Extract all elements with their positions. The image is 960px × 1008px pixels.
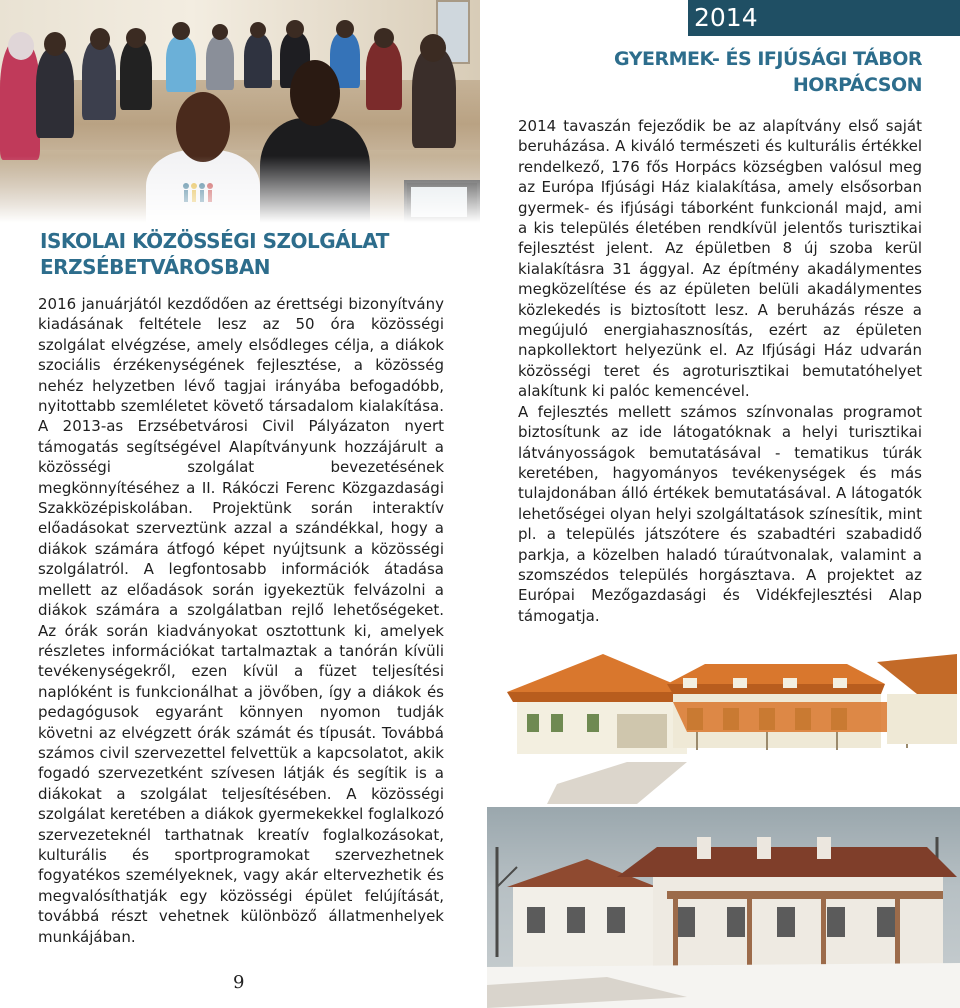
student-figure: [36, 48, 74, 138]
right-title-line1: GYERMEK- ÉS IFJÚSÁGI TÁBOR: [614, 48, 922, 70]
presenter-head: [290, 60, 340, 126]
left-title-line1: ISKOLAI KÖZÖSSÉGI SZOLGÁLAT: [40, 229, 389, 253]
right-article-title: [520, 46, 922, 98]
student-head: [250, 22, 266, 38]
student-head: [8, 32, 34, 60]
right-title-line2: HORPÁCSON: [792, 74, 922, 96]
right-article-body: [518, 116, 922, 626]
student-figure: [366, 40, 402, 110]
student-head: [90, 28, 110, 50]
house-photo: [487, 807, 960, 1008]
photo-fade: [0, 156, 480, 226]
student-head: [126, 28, 146, 48]
presenter-head: [176, 92, 230, 162]
page-number: 9: [233, 972, 245, 993]
student-figure: [166, 36, 196, 92]
left-article-title: [40, 228, 460, 280]
building-render-drawing: [487, 634, 960, 804]
left-title-line2: ERZSÉBETVÁROSBAN: [40, 255, 271, 279]
house-photo-drawing: [487, 807, 960, 1008]
year-badge: 2014: [688, 0, 960, 36]
student-head: [336, 20, 354, 38]
student-figure: [244, 34, 272, 88]
student-head: [172, 22, 190, 40]
student-figure: [412, 48, 456, 148]
student-figure: [82, 40, 116, 120]
student-head: [374, 28, 394, 48]
student-figure: [206, 36, 234, 90]
classroom-photo: [0, 0, 480, 226]
building-render: [487, 634, 960, 804]
right-body-paragraph-2: A fejlesztés mellett számos színvonalas programot biztosítunk az ide látogatóknak a helyi turisztikai látványosságok bemutatásával - tematikus túrák keretében, hagyományos tevékenységek és más tulajdonában álló értékek bemutatásával. A látogatók lehetőségei olyan helyi szolgáltatások színesítik, mint pl. a település játszótere és szabadtéri szabadidő parkja, a közelben haladó túraútvonalak, valamint a szomszédos település horgásztava. A projektet az Európai Mezőgazdasági és Vidékfejlesztési Alap támogatja.: [518, 402, 922, 625]
left-article-body: 2016 januárjától kezdődően az érettségi bizonyítvány kiadásának feltétele lesz az 50 óra közösségi szolgálat elvégzése, amely elsődleges célja, a diákok szociális érzékenységének fejlesztése, a közösség nehéz helyzetben lévő tagjai irányába befogadóbb, nyitottabb szemléletet követő társadalom kialakítása. A 2013-as Erzsébetvárosi Civil Pályázaton nyert támogatás segítségével Alapítványunk hozzájárult a közösségi szolgálat bevezetésének megkönnyítéséhez a II. Rákóczi Ferenc Közgazdasági Szakközépiskolában. Projektünk során interaktív előadásokat szerveztünk azzal a szándékkal, hogy a diákok számára átfogó képet nyújtsunk a közösségi szolgálatról. A legfontosabb információk átadása mellett az előadások során igyekeztük felvázolni a diákok számára a szolgálatban rejlő lehetőségeket. Az órák során kiadványokat osztottunk ki, amelyek részletes információkat tartalmaztak a tanórán kívüli tevékenységekről, ezen kívül a füzet teljesítési naplóként is funkcionálhat a jövőben, így a diákok és pedagógusok egyaránt könnyen nyomon tudják követni az elvégzett órák számát és típusát. Továbbá számos civil szervezettel felvettük a kapcsolatot, akik fogadó szervezetként szívesen látják és segítik is a diákokat a szolgálat teljesítésében. A közösségi szolgálat keretében a diákok gyermekekkel foglalkozó szervezeteknél tarthatnak kreatív foglalkozásokat, kulturális és sportprogramokat szervezhetnek fogyatékos személyeknek, vagy akár eltervezhetik és megvalósíthatják egy közösségi épület felújítását, továbbá részt vehetnek különböző állatmenhelyek munkájában.: [38, 295, 444, 946]
student-head: [286, 20, 304, 38]
student-head: [212, 24, 228, 40]
right-body-paragraph-1: 2014 tavaszán fejeződik be az alapítvány első saját beruházása. A kiváló természeti és kulturális értékkel rendelkező, 176 fős Horpács községben valósul meg az Európa Ifjúsági Ház kialakítása, amely elsősorban gyermek- és ifjúsági táborként funkcionál majd, ami a kis település életében rendkívül jelentős turisztikai fejlesztést jelent. Az épületben 8 új szoba kerül kialakításra 31 ággyal. Az építmény akadálymentes megközelítése és az épületen belüli akadálymentes közlekedés is biztosított lesz. A beruházás része a megújuló energiahasznosítás, ezért az épületen napkollektort helyezünk el. Az Ifjúsági Ház udvarán közösségi teret és agroturisztikai bemutatóhelyet alakítunk ki palóc kemencével.: [518, 117, 922, 401]
student-head: [44, 32, 66, 56]
student-head: [420, 34, 446, 62]
student-figure: [120, 40, 152, 110]
